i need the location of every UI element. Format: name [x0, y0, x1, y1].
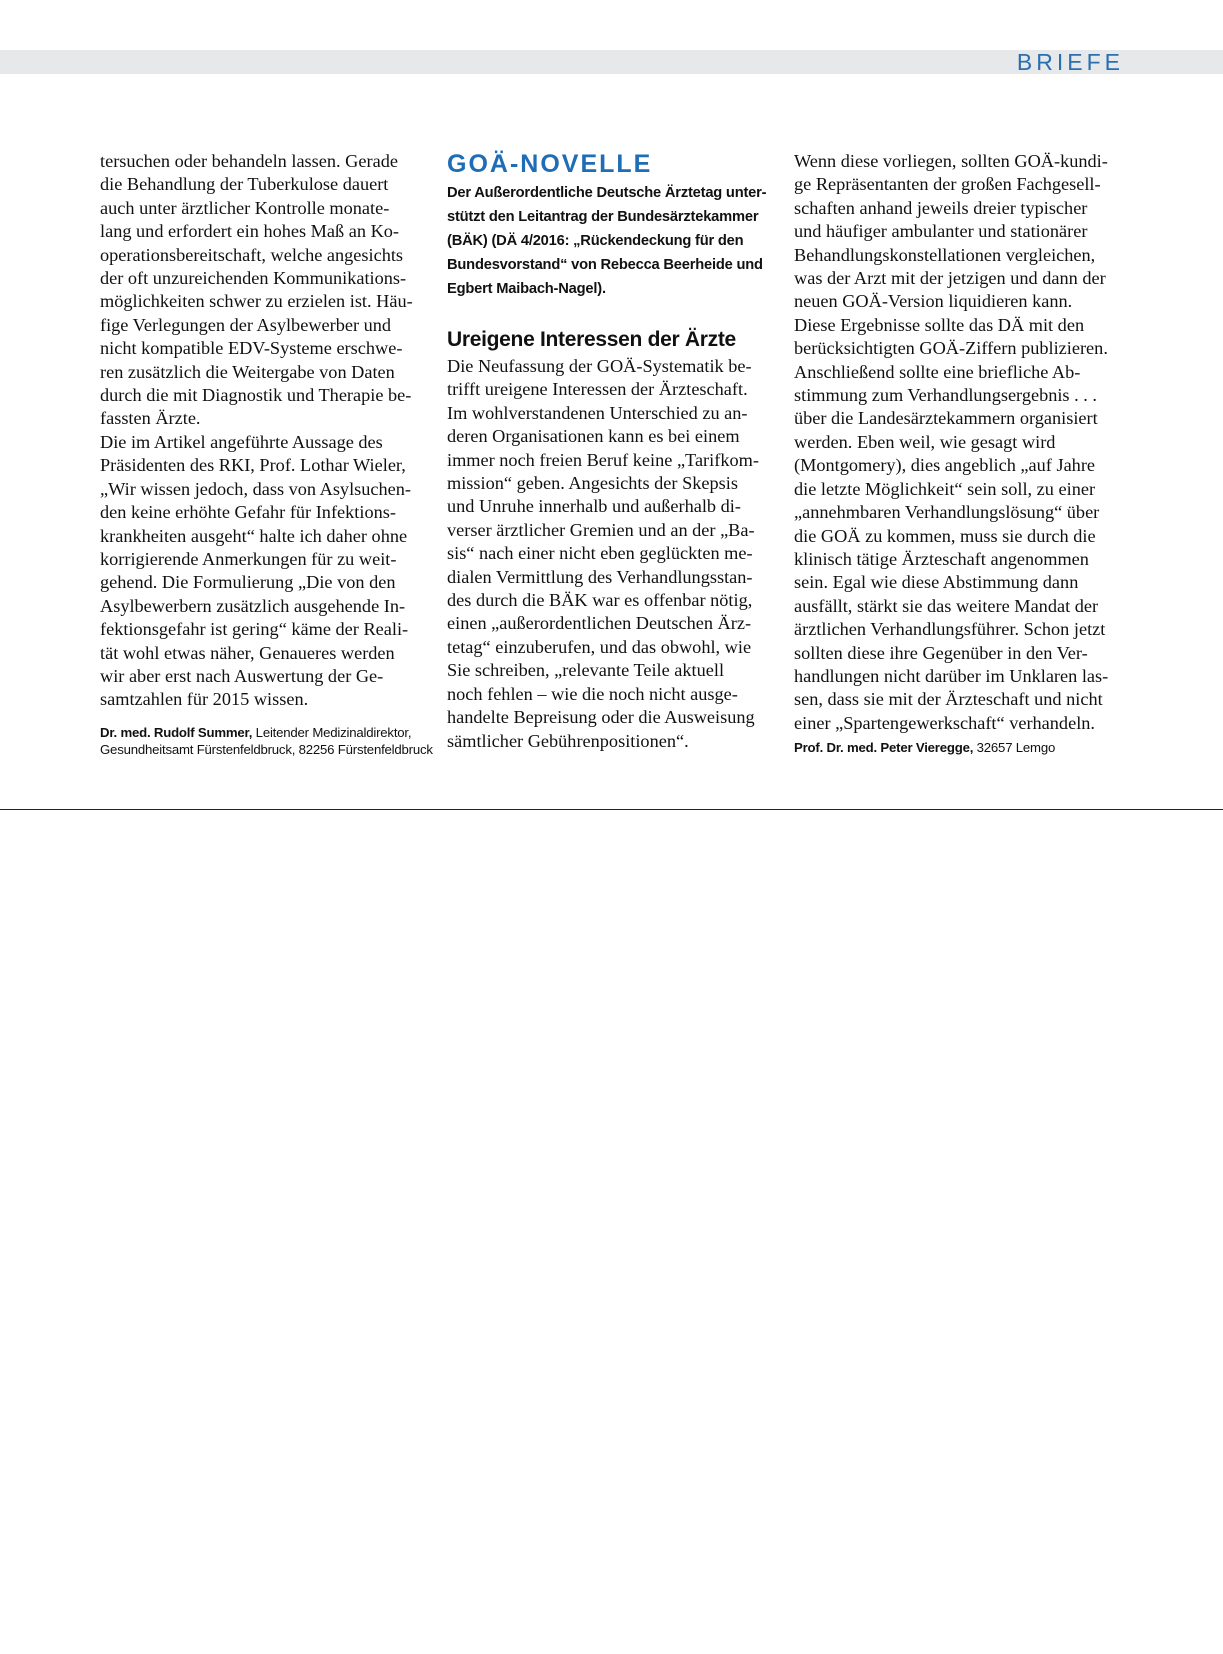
- text-line: Die im Artikel angeführte Aussage des: [100, 431, 383, 452]
- text-line: Behandlungskonstellationen vergleichen,: [794, 244, 1096, 265]
- text-line: fige Verlegungen der Asylbewerber und: [100, 314, 392, 335]
- text-line: Der Außerordentliche Deutsche Ärztetag unter-: [447, 185, 767, 201]
- letter-body: [447, 355, 777, 753]
- text-line: (BÄK) (DÄ 4/2016: „Rückendeckung für den: [447, 233, 744, 249]
- text-line: tetag“ einzuberufen, und das obwohl, wie: [447, 636, 752, 657]
- text-line: handelte Bepreisung oder die Ausweisung: [447, 707, 755, 728]
- text-line: tersuchen oder behandeln lassen. Gerade: [100, 151, 398, 171]
- signature-name: Prof. Dr. med. Peter Vieregge,: [794, 740, 974, 756]
- text-line: den keine erhöhte Gefahr für Infektions-: [100, 502, 396, 523]
- text-line: wir aber erst nach Auswertung der Ge-: [100, 665, 384, 686]
- text-line: ärztlichen Verhandlungsführer. Schon jetzt: [794, 619, 1106, 640]
- text-line: Diese Ergebnisse sollte das DÄ mit den: [794, 314, 1085, 335]
- text-line: mission“ geben. Angesichts der Skepsis: [447, 473, 738, 494]
- article-reference: [447, 181, 777, 301]
- text-line: sis“ nach einer nicht eben geglückten me-: [447, 543, 753, 564]
- text-line: ren zusätzlich die Weitergabe von Daten: [100, 361, 395, 382]
- text-line: fektionsgefahr ist gering“ käme der Reali-: [100, 619, 409, 640]
- text-line: Im wohlverstandenen Unterschied zu an-: [447, 402, 748, 423]
- text-line: „Wir wissen jedoch, dass von Asylsuchen-: [100, 478, 412, 499]
- text-line: trifft ureigene Interessen der Ärzteschaft.: [447, 379, 748, 400]
- text-line: immer noch freien Beruf keine „Tarifkom-: [447, 449, 759, 470]
- text-line: die GOÄ zu kommen, muss sie durch die: [794, 525, 1096, 546]
- text-line: dialen Vermittlung des Verhandlungsstan-: [447, 566, 753, 587]
- text-line: sollten diese ihre Gegenüber in den Ver-: [794, 642, 1088, 663]
- text-line: Die Neufassung der GOÄ-Systematik be-: [447, 356, 752, 376]
- text-line: ge Repräsentanten der großen Fachgesell-: [794, 174, 1101, 195]
- signature-name: Dr. med. Rudolf Summer,: [100, 724, 253, 740]
- letter-column-1: [100, 150, 433, 758]
- text-line: korrigierende Anmerkungen für zu weit-: [100, 548, 397, 569]
- text-line: was der Arzt mit der jetzigen und dann der: [794, 268, 1106, 289]
- text-line: Asylbewerbern zusätzlich ausgehende In-: [100, 595, 406, 616]
- text-line: sen, dass sie mit der Ärzteschaft und nicht: [794, 689, 1103, 710]
- text-line: deren Organisationen kann es bei einem: [447, 426, 740, 447]
- text-line: samtzahlen für 2015 wissen.: [100, 689, 309, 710]
- divider-rule: [0, 809, 1223, 810]
- text-line: handlungen nicht darüber im Unklaren las-: [794, 665, 1109, 686]
- signature-address: Gesundheitsamt Fürstenfeldbruck, 82256 Fürstenfeldbruck: [100, 741, 433, 757]
- text-line: krankheiten ausgeht“ halte ich daher ohne: [100, 525, 408, 546]
- text-line: Sie schreiben, „relevante Teile aktuell: [447, 660, 725, 681]
- text-line: Anschließend sollte eine briefliche Ab-: [794, 361, 1081, 382]
- letter-signature: [100, 724, 433, 758]
- letter-body: [100, 150, 430, 712]
- text-line: tät wohl etwas näher, Genaueres werden: [100, 642, 395, 663]
- text-line: Präsidenten des RKI, Prof. Lothar Wieler,: [100, 455, 406, 476]
- text-line: fassten Ärzte.: [100, 408, 201, 429]
- text-line: verser ärztlicher Gremien und an der „Ba-: [447, 519, 755, 540]
- text-line: „annehmbaren Verhandlungslösung“ über: [794, 502, 1100, 523]
- text-line: ausfällt, stärkt sie das weitere Mandat der: [794, 595, 1099, 616]
- text-line: Egbert Maibach-Nagel).: [447, 281, 606, 297]
- letter-column-2: [447, 150, 777, 753]
- text-line: und Unruhe innerhalb und außerhalb di-: [447, 496, 741, 517]
- text-line: einer „Spartengewerkschaft“ verhandeln.: [794, 712, 1095, 733]
- text-line: klinisch tätige Ärzteschaft angenommen: [794, 548, 1089, 569]
- text-line: auch unter ärztlicher Kontrolle monate-: [100, 197, 390, 218]
- text-line: der oft unzureichenden Kommunikations-: [100, 268, 407, 289]
- text-line: operationsbereitschaft, welche angesichts: [100, 244, 404, 265]
- signature-address: 32657 Lemgo: [973, 740, 1056, 756]
- signature-title: Leitender Medizinaldirektor,: [252, 724, 412, 740]
- text-line: (Montgomery), dies angeblich „auf Jahre: [794, 455, 1096, 476]
- text-line: des durch die BÄK war es offenbar nötig,: [447, 590, 753, 611]
- text-line: über die Landesärztekammern organisiert: [794, 408, 1098, 429]
- text-line: lang und erfordert ein hohes Maß an Ko-: [100, 221, 400, 242]
- text-line: nicht kompatible EDV-Systeme erschwe-: [100, 338, 403, 359]
- text-line: die Behandlung der Tuberkulose dauert: [100, 174, 389, 195]
- text-line: möglichkeiten schwer zu erzielen ist. Häu-: [100, 291, 413, 312]
- text-line: sein. Egal wie diese Abstimmung dann: [794, 572, 1079, 593]
- text-line: neuen GOÄ-Version liquidieren kann.: [794, 291, 1073, 312]
- text-line: Wenn diese vorliegen, sollten GOÄ-kundi-: [794, 151, 1108, 171]
- letter-title: Ureigene Interessen der Ärzte: [447, 328, 736, 351]
- text-line: stützt den Leitantrag der Bundesärztekammer: [447, 209, 759, 225]
- letter-signature: [794, 739, 1124, 756]
- text-line: Bundesvorstand“ von Rebecca Beerheide und: [447, 257, 763, 273]
- section-headline: GOÄ-NOVELLE: [447, 150, 653, 178]
- text-line: noch fehlen – wie die noch nicht ausge-: [447, 683, 738, 704]
- letter-column-3: [794, 150, 1124, 756]
- text-line: gehend. Die Formulierung „Die von den: [100, 572, 396, 593]
- section-label: BRIEFE: [1016, 49, 1124, 75]
- text-line: einen „außerordentlichen Deutschen Ärz-: [447, 613, 752, 634]
- text-line: durch die mit Diagnostik und Therapie be-: [100, 385, 412, 406]
- text-line: sämtlicher Gebührenpositionen“.: [447, 730, 689, 751]
- text-line: werden. Eben weil, wie gesagt wird: [794, 431, 1056, 452]
- text-line: schaften anhand jeweils dreier typischer: [794, 197, 1088, 218]
- text-line: berücksichtigten GOÄ-Ziffern publizieren.: [794, 338, 1108, 359]
- text-line: stimmung zum Verhandlungsergebnis . . .: [794, 385, 1097, 406]
- text-line: die letzte Möglichkeit“ sein soll, zu einer: [794, 478, 1096, 499]
- letter-body: [794, 150, 1124, 735]
- text-line: und häufiger ambulanter und stationärer: [794, 221, 1088, 242]
